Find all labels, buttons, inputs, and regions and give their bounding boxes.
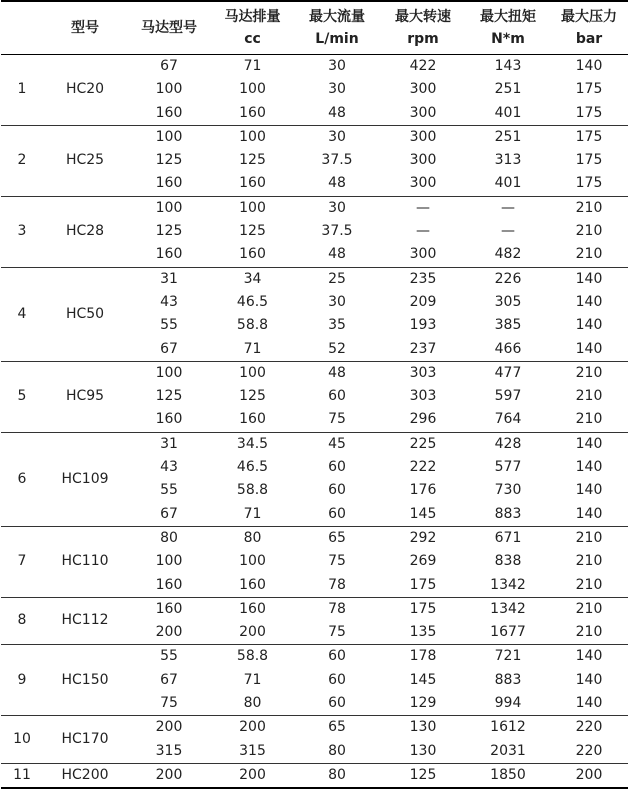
motor-model-cell: 43: [160, 293, 178, 310]
group-model-cell: HC25: [43, 125, 127, 196]
max-flow-cell: 48: [328, 175, 346, 192]
max-speed-cell: 422: [380, 55, 466, 79]
max-torque-cell: 305: [494, 293, 522, 310]
max-torque-cell: —: [501, 223, 515, 240]
max-pressure-cell: 140: [550, 645, 628, 669]
max-pressure-cell: 210: [575, 388, 603, 405]
motor-model-cell: 160: [155, 104, 183, 121]
max-flow-cell: 37.5: [321, 223, 353, 240]
displacement-cell: 34.5: [211, 432, 294, 456]
motor-model-cell: 55: [160, 482, 178, 499]
max-torque-cell: 1342: [466, 597, 550, 621]
max-torque-cell: 385: [494, 317, 522, 334]
max-pressure-cell: 210: [575, 553, 603, 570]
motor-model-cell: 200: [127, 716, 211, 740]
max-pressure-cell: 140: [575, 459, 603, 476]
max-pressure-cell: 175: [575, 152, 603, 169]
header-displacement-unit: cc: [244, 31, 261, 47]
max-torque-cell: 477: [466, 361, 550, 385]
max-speed-cell: 300: [409, 81, 437, 98]
group-model-cell: HC95: [43, 361, 127, 432]
max-torque-cell: 466: [494, 340, 522, 357]
max-pressure-cell: 140: [550, 267, 628, 291]
max-flow-cell: 75: [328, 411, 346, 428]
group-model-cell: HC112: [43, 597, 127, 645]
max-pressure-cell: 210: [575, 624, 603, 641]
max-pressure-cell: 140: [575, 482, 603, 499]
header-displacement: [211, 1, 294, 55]
motor-model-cell: 67: [127, 55, 211, 79]
group-model-cell: HC20: [43, 55, 127, 126]
max-pressure-cell: 140: [575, 340, 603, 357]
group-model-cell: HC200: [43, 763, 127, 788]
displacement-cell: 125: [239, 223, 266, 240]
displacement-cell: 80: [243, 695, 262, 712]
group-model-cell: HC28: [43, 196, 127, 267]
max-torque-cell: 1850: [466, 763, 550, 788]
max-flow-cell: 30: [294, 196, 380, 220]
max-flow-cell: 75: [328, 624, 346, 641]
max-torque-cell: 730: [494, 482, 522, 499]
header-max-pressure-unit: bar: [575, 31, 603, 47]
header-max-torque-label: 最大扭矩: [480, 9, 536, 25]
max-torque-cell: 577: [494, 459, 522, 476]
table-header: [1, 1, 628, 55]
header-max-speed-unit: rpm: [407, 31, 439, 47]
max-torque-cell: 764: [494, 411, 522, 428]
displacement-cell: 71: [211, 55, 294, 79]
displacement-cell: 160: [239, 104, 266, 121]
table-row: [1, 432, 628, 456]
group-index-cell: 5: [1, 361, 43, 432]
max-torque-cell: 838: [494, 553, 522, 570]
max-torque-cell: 251: [494, 81, 522, 98]
displacement-cell: 34: [211, 267, 294, 291]
max-speed-cell: 130: [380, 716, 466, 740]
table-row: [1, 267, 628, 291]
max-torque-cell: —: [466, 196, 550, 220]
table-row: [1, 645, 628, 669]
displacement-cell: 160: [239, 411, 266, 428]
group-index-cell: 7: [1, 526, 43, 597]
max-flow-cell: 60: [294, 645, 380, 669]
max-flow-cell: 78: [294, 597, 380, 621]
group-model-cell: HC150: [43, 645, 127, 716]
max-pressure-cell: 210: [550, 597, 628, 621]
displacement-cell: 58.8: [211, 645, 294, 669]
max-pressure-cell: 175: [575, 104, 603, 121]
max-flow-cell: 65: [294, 716, 380, 740]
max-pressure-cell: 220: [550, 716, 628, 740]
max-torque-cell: 1612: [466, 716, 550, 740]
max-speed-cell: 303: [409, 388, 437, 405]
displacement-cell: 71: [243, 340, 262, 357]
motor-model-cell: 125: [155, 388, 183, 405]
displacement-cell: 160: [239, 246, 266, 263]
group-index-cell: 6: [1, 432, 43, 526]
max-torque-cell: 721: [466, 645, 550, 669]
table-row: [1, 196, 628, 220]
max-speed-cell: 300: [409, 152, 437, 169]
max-flow-cell: 65: [294, 526, 380, 550]
max-flow-cell: 30: [328, 81, 346, 98]
max-flow-cell: 30: [294, 125, 380, 149]
table-row: [1, 361, 628, 385]
max-pressure-cell: 175: [575, 81, 603, 98]
displacement-cell: 100: [211, 361, 294, 385]
displacement-cell: 58.8: [236, 317, 269, 334]
header-max-flow-label: 最大流量: [309, 9, 365, 25]
header-index: [1, 1, 43, 55]
displacement-cell: 46.5: [236, 293, 269, 310]
max-flow-cell: 80: [294, 763, 380, 788]
group-index-cell: 2: [1, 125, 43, 196]
max-speed-cell: 222: [409, 459, 437, 476]
header-displacement-label: 马达排量: [224, 9, 281, 25]
max-pressure-cell: 175: [575, 175, 603, 192]
max-speed-cell: 145: [409, 505, 437, 522]
displacement-cell: 125: [239, 152, 266, 169]
max-torque-cell: 671: [466, 526, 550, 550]
group-index-cell: 8: [1, 597, 43, 645]
displacement-cell: 100: [211, 125, 294, 149]
max-flow-cell: 60: [328, 695, 346, 712]
max-pressure-cell: 210: [550, 361, 628, 385]
header-motor-model: 马达型号: [127, 1, 211, 55]
max-flow-cell: 60: [328, 671, 346, 688]
max-speed-cell: 175: [409, 576, 437, 593]
max-speed-cell: 130: [409, 742, 437, 759]
displacement-cell: 160: [239, 576, 266, 593]
motor-model-cell: 75: [160, 695, 178, 712]
max-flow-cell: 37.5: [321, 152, 353, 169]
header-max-torque: [466, 1, 550, 55]
motor-model-cell: 100: [127, 125, 211, 149]
max-speed-cell: 209: [409, 293, 437, 310]
max-torque-cell: 482: [494, 246, 522, 263]
motor-model-cell: 100: [155, 553, 183, 570]
max-pressure-cell: 210: [575, 411, 603, 428]
max-speed-cell: 178: [380, 645, 466, 669]
displacement-cell: 160: [211, 597, 294, 621]
max-pressure-cell: 210: [575, 576, 603, 593]
header-max-flow-unit: L/min: [315, 31, 359, 47]
max-flow-cell: 60: [328, 388, 346, 405]
max-torque-cell: 226: [466, 267, 550, 291]
displacement-cell: 46.5: [236, 459, 269, 476]
max-speed-cell: 175: [380, 597, 466, 621]
max-flow-cell: 45: [294, 432, 380, 456]
max-flow-cell: 75: [328, 553, 346, 570]
max-torque-cell: 883: [494, 505, 522, 522]
motor-model-cell: 100: [127, 196, 211, 220]
motor-model-cell: 125: [155, 223, 183, 240]
max-speed-cell: 300: [409, 175, 437, 192]
header-max-torque-unit: N*m: [491, 31, 525, 47]
header-max-pressure-label: 最大压力: [561, 9, 617, 25]
max-speed-cell: 125: [380, 763, 466, 788]
max-torque-cell: 251: [466, 125, 550, 149]
max-speed-cell: 176: [409, 482, 437, 499]
max-pressure-cell: 140: [575, 695, 603, 712]
motor-model-cell: 160: [127, 597, 211, 621]
max-speed-cell: 296: [409, 411, 437, 428]
displacement-cell: 315: [239, 742, 266, 759]
motor-model-cell: 67: [160, 340, 178, 357]
group-index-cell: 1: [1, 55, 43, 126]
table-row: [1, 526, 628, 550]
max-torque-cell: 143: [466, 55, 550, 79]
max-flow-cell: 30: [328, 293, 346, 310]
group-model-cell: HC109: [43, 432, 127, 526]
max-pressure-cell: 175: [550, 125, 628, 149]
max-flow-cell: 48: [294, 361, 380, 385]
max-flow-cell: 80: [328, 742, 346, 759]
max-torque-cell: 883: [494, 671, 522, 688]
table-row: [1, 125, 628, 149]
max-speed-cell: 269: [409, 553, 437, 570]
header-max-flow: [294, 1, 380, 55]
max-speed-cell: 300: [380, 125, 466, 149]
group-index-cell: 3: [1, 196, 43, 267]
motor-model-cell: 200: [155, 624, 183, 641]
max-speed-cell: —: [416, 223, 430, 240]
header-max-pressure: [550, 1, 628, 55]
max-pressure-cell: 140: [575, 671, 603, 688]
max-speed-cell: 300: [409, 246, 437, 263]
motor-model-cell: 200: [127, 763, 211, 788]
displacement-cell: 200: [211, 716, 294, 740]
motor-model-cell: 31: [127, 267, 211, 291]
motor-model-cell: 160: [155, 246, 183, 263]
max-speed-cell: 135: [409, 624, 437, 641]
motor-model-cell: 160: [155, 175, 183, 192]
max-pressure-cell: 210: [575, 246, 603, 263]
motor-model-cell: 31: [127, 432, 211, 456]
motor-model-cell: 55: [160, 317, 178, 334]
max-speed-cell: —: [380, 196, 466, 220]
max-pressure-cell: 140: [575, 505, 603, 522]
group-index-cell: 4: [1, 267, 43, 361]
max-speed-cell: 235: [380, 267, 466, 291]
motor-model-cell: 125: [155, 152, 183, 169]
max-flow-cell: 48: [328, 104, 346, 121]
max-pressure-cell: 200: [550, 763, 628, 788]
max-speed-cell: 129: [409, 695, 437, 712]
max-speed-cell: 300: [409, 104, 437, 121]
max-flow-cell: 78: [328, 576, 346, 593]
max-pressure-cell: 220: [575, 742, 603, 759]
table-row: [1, 763, 628, 788]
group-model-cell: HC50: [43, 267, 127, 361]
max-pressure-cell: 210: [575, 223, 603, 240]
max-torque-cell: 994: [494, 695, 522, 712]
max-speed-cell: 193: [409, 317, 437, 334]
displacement-cell: 125: [239, 388, 266, 405]
displacement-cell: 58.8: [236, 482, 269, 499]
max-pressure-cell: 140: [550, 432, 628, 456]
max-flow-cell: 60: [328, 482, 346, 499]
group-model-cell: HC110: [43, 526, 127, 597]
max-torque-cell: 2031: [490, 742, 526, 759]
max-speed-cell: 145: [409, 671, 437, 688]
max-speed-cell: 225: [380, 432, 466, 456]
displacement-cell: 160: [239, 175, 266, 192]
max-flow-cell: 48: [328, 246, 346, 263]
max-flow-cell: 25: [294, 267, 380, 291]
max-pressure-cell: 140: [575, 293, 603, 310]
motor-model-cell: 43: [160, 459, 178, 476]
max-speed-cell: 303: [380, 361, 466, 385]
header-row: [1, 1, 628, 55]
motor-model-cell: 55: [127, 645, 211, 669]
motor-model-cell: 67: [160, 505, 178, 522]
table-row: [1, 716, 628, 740]
max-torque-cell: 313: [494, 152, 522, 169]
motor-model-cell: 160: [155, 411, 183, 428]
displacement-cell: 71: [243, 671, 262, 688]
motor-model-cell: 100: [127, 361, 211, 385]
max-flow-cell: 52: [328, 340, 346, 357]
motor-model-cell: 67: [160, 671, 178, 688]
group-index-cell: 9: [1, 645, 43, 716]
displacement-cell: 200: [239, 624, 266, 641]
table-row: [1, 55, 628, 79]
motor-model-cell: 80: [127, 526, 211, 550]
displacement-cell: 200: [211, 763, 294, 788]
motor-model-cell: 315: [155, 742, 183, 759]
max-torque-cell: 1342: [490, 576, 526, 593]
max-torque-cell: 401: [494, 175, 522, 192]
header-max-speed: [380, 1, 466, 55]
max-pressure-cell: 140: [550, 55, 628, 79]
max-torque-cell: 1677: [490, 624, 526, 641]
max-pressure-cell: 210: [550, 526, 628, 550]
max-speed-cell: 237: [409, 340, 437, 357]
max-flow-cell: 60: [328, 459, 346, 476]
max-pressure-cell: 140: [575, 317, 603, 334]
motor-model-cell: 160: [155, 576, 183, 593]
header-max-speed-label: 最大转速: [395, 9, 451, 25]
table-body: [1, 55, 628, 789]
max-flow-cell: 60: [328, 505, 346, 522]
max-torque-cell: 428: [466, 432, 550, 456]
group-index-cell: 11: [1, 763, 43, 788]
max-flow-cell: 35: [328, 317, 346, 334]
max-speed-cell: 292: [380, 526, 466, 550]
header-model: 型号: [43, 1, 127, 55]
max-torque-cell: 401: [494, 104, 522, 121]
motor-spec-table: [1, 0, 628, 789]
displacement-cell: 100: [211, 196, 294, 220]
displacement-cell: 80: [211, 526, 294, 550]
displacement-cell: 100: [239, 81, 266, 98]
group-index-cell: 10: [1, 716, 43, 764]
max-torque-cell: 597: [494, 388, 522, 405]
group-model-cell: HC170: [43, 716, 127, 764]
motor-model-cell: 100: [155, 81, 183, 98]
displacement-cell: 100: [239, 553, 266, 570]
table-row: [1, 597, 628, 621]
displacement-cell: 71: [243, 505, 262, 522]
max-flow-cell: 30: [294, 55, 380, 79]
max-pressure-cell: 210: [550, 196, 628, 220]
